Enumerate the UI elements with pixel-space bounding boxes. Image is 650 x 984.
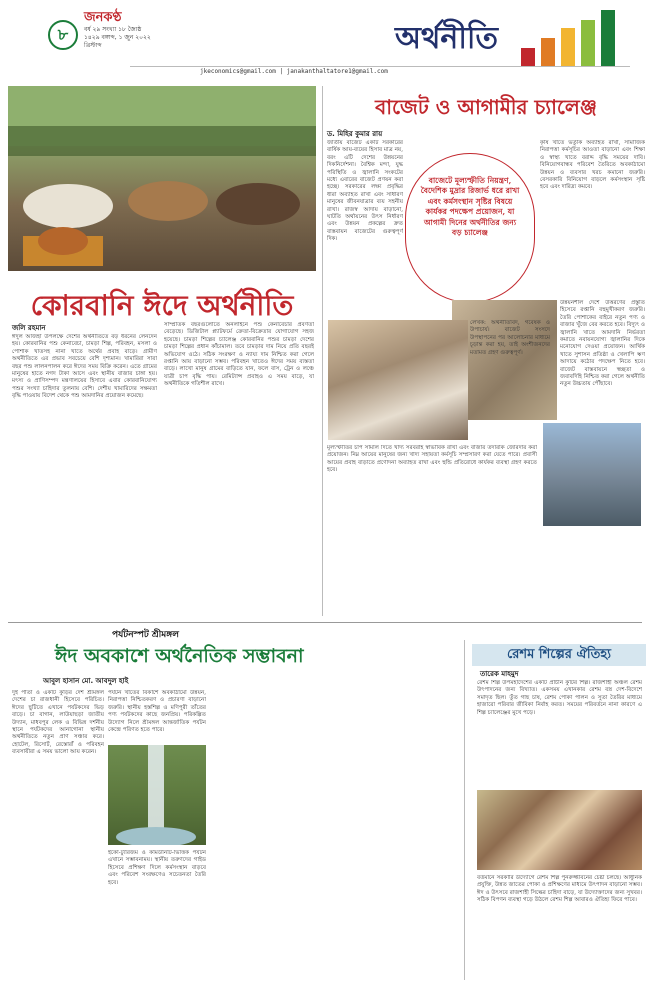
eid-column-2: সাম্প্রতিক বছরগুলোতে অনলাইনে পশু কেনাবেচার প্রবণতা বেড়েছে। ডিজিটাল প্ল্যাটফর্মে ক্রেতা-বিক্রেতার যোগাযোগ সহজ হয়েছে। চামড়া শিল্পের চ্যালেঞ্জ কোরবানির পশুর চামড়া দেশের চামড়া শিল্পের প্রধান কাঁচামাল। তবে চামড়ার দাম নিয়ে প্রতি বছরই অভিযোগ ওঠে। সঠিক সংরক্ষণ ও ন্যায্য দাম নিশ্চিত করা গেলে রপ্তানি আয় বাড়ানো সম্ভব। পরিবহন খাতেও ঈদের সময় ব্যস্ততা বাড়ে। লাখো মানুষ গ্রামের বাড়িতে যান, ফলে বাস, ট্রেন ও লঞ্চে যাত্রী চাপ বৃদ্ধি পায়। রেমিট্যান্স প্রবাহও এ সময় বাড়ে, যা অর্থনীতিকে গতিশীল রাখে। <box>164 322 314 388</box>
silk-author: তারেক মাহমুদ <box>480 670 519 678</box>
budget-pull-quote: বাজেটে মূল্যস্ফীতি নিয়ন্ত্রণ, বৈদেশিক মুদ্রার রিজার্ভ ধরে রাখা এবং কর্মসংস্থান সৃষ্টির বিষয়ে কার্যকর পদক্ষেপ প্রয়োজন, যা আগামী দিনের অর্থনীতির জন্য বড় চ্যালেঞ্জ <box>405 153 535 303</box>
column-rule <box>322 86 323 616</box>
budget-column-3: উন্নয়নশীল দেশে উত্তরণের প্রস্তুতি হিসেবে রপ্তানি বহুমুখীকরণ জরুরি। তৈরি পোশাকের বাইরে নতুন পণ্য ও বাজার খুঁজে বের করতে হবে। বিদ্যুৎ ও জ্বালানি খাতে আমদানি নির্ভরতা কমাতে নবায়নযোগ্য জ্বালানির দিকে মনোযোগ দেওয়া প্রয়োজন। আর্থিক খাতে সুশাসন প্রতিষ্ঠা ও খেলাপি ঋণ আদায়ে কঠোর পদক্ষেপ নিতে হবে। বাজেট বাস্তবায়নে স্বচ্ছতা ও জবাবদিহি নিশ্চিত করা গেলে অর্থনীতি নতুন উচ্চতায় পৌঁছাবে। <box>560 300 645 388</box>
tourism-column-2: পর্যটন খাতের বিকাশে অবকাঠামো উন্নয়ন, নিরাপত্তা নিশ্চিতকরণ ও প্রচারণা বাড়ানো জরুরি। স্থানীয় হস্তশিল্প ও মণিপুরী তাঁতের পণ্য পর্যটকদের কাছে জনপ্রিয়। পরিকল্পিত উদ্যোগ নিলে শ্রীমঙ্গল আন্তর্জাতিক পর্যটন কেন্দ্রে পরিণত হতে পারে। <box>108 690 206 734</box>
tourism-column-4 <box>212 690 312 975</box>
page-number: ৮ <box>48 20 78 50</box>
budget-photo-factory <box>543 423 641 526</box>
cattle-market-photo <box>8 86 316 271</box>
budget-column-1: জাতীয় বাজেট একটি সরকারের বার্ষিক আয়-ব্যয়ের হিসাব মাত্র নয়, বরং এটি দেশের উন্নয়নের দিকনির্দেশনা। বৈশ্বিক মন্দা, যুদ্ধ পরিস্থিতি ও জ্বালানি সংকটের মধ্যে এবারের বাজেট প্রণয়ন করা হচ্ছে। সরকারের লক্ষ্য প্রবৃদ্ধির ধারা অব্যাহত রাখা এবং সাধারণ মানুষের জীবনযাত্রার ব্যয় সহনীয় রাখা। রাজস্ব আদায় বাড়ানো, ঘাটতি অর্থায়নের উৎস নির্ধারণ এবং উন্নয়ন প্রকল্পের দ্রুত বাস্তবায়ন বাজেটের গুরুত্বপূর্ণ দিক। <box>327 140 403 243</box>
issue-info: বর্ষ ২৯ সংখ্যা ১৮ জ্যৈষ্ঠ ১৪২৯ বঙ্গাব্দ, ১ জুন ২০২২ খ্রিস্টাব্দ <box>84 26 151 49</box>
silk-shop-photo <box>477 790 642 870</box>
tourism-headline: ঈদ অবকাশে অর্থনৈতিক সম্ভাবনা <box>55 645 304 667</box>
emails: jkeconomics@gmail.com | janakanthaltatore1@gmail.com <box>200 68 388 75</box>
budget-photo-collage <box>328 320 468 440</box>
budget-column-5: লেখক: অর্থনীতিবিদ, গবেষক ও উপাচার্য। বাজেট সংসদে উপস্থাপনের পর আলোচনার মাধ্যমে চূড়ান্ত করা হয়, তাই অংশীজনদের মতামত গ্রহণ গুরুত্বপূর্ণ। <box>470 320 550 356</box>
rising-bars-logo-icon <box>515 10 625 66</box>
eid-byline: জলি রহমান <box>12 324 46 332</box>
section-title: অর্থনীতি <box>395 21 498 56</box>
silk-column-1: রেশম শিল্প উপমহাদেশের একটি প্রাচীন কুটির শিল্প। রাজশাহী অঞ্চল রেশম উৎপাদনের জন্য বিখ্যাত। একসময় এখানকার রেশম বস্ত্র দেশ-বিদেশে সমাদৃত ছিল। তুঁত গাছ চাষ, রেশম পোকা পালন ও সুতা তৈরির মাধ্যমে হাজারো পরিবার জীবিকা নির্বাহ করত। সময়ের পরিবর্তনে নানা কারণে এ শিল্প চ্যালেঞ্জের মুখে পড়ে। <box>477 680 642 716</box>
budget-headline: বাজেট ও আগামীর চ্যালেঞ্জ <box>375 95 597 119</box>
silk-headline: রেশম শিল্পের ঐতিহ্য <box>472 644 646 666</box>
tourism-kicker: পর্যটনস্পট শ্রীমঙ্গল <box>112 630 179 640</box>
budget-author: ড. মিহির কুমার রায় <box>327 130 383 138</box>
silk-column-2: বর্তমানে সরকারি উদ্যোগে রেশম শিল্প পুনরুজ্জীবনের চেষ্টা চলছে। আধুনিক প্রযুক্তি, উন্নত জাতের পোকা ও প্রশিক্ষণের মাধ্যমে উৎপাদন বাড়ানো সম্ভব। ঈদ ও উৎসবে রাজশাহী সিল্কের চাহিদা বাড়ে, যা উদ্যোক্তাদের জন্য সুখবর। সঠিক বিপণন ব্যবস্থা গড়ে উঠলে রেশম শিল্প আবারও ঐতিহ্য ফিরে পাবে। <box>477 875 642 904</box>
budget-column-3b <box>543 530 643 615</box>
waterfall-photo <box>108 745 206 845</box>
tourism-column-1: দুই পাতা ও একটি কুঁড়ির দেশ শ্রীমঙ্গল দেশের চা রাজধানী হিসেবে পরিচিত। ঈদের ছুটিতে এখানে পর্যটকদের ভিড় বাড়ে। চা বাগান, লাউয়াছড়া জাতীয় উদ্যান, মাধবপুর লেক ও বিভিন্ন দর্শনীয় স্থানে পর্যটকদের আনাগোনা স্থানীয় অর্থনীতিতে নতুন প্রাণ সঞ্চার করে। হোটেল, রিসোর্ট, রেস্তোরাঁ ও পরিবহন ব্যবসায়ীরা এ সময় ভালো আয় করেন। <box>12 690 104 756</box>
paper-name: জনকণ্ঠ <box>84 10 122 25</box>
column-rule-2 <box>464 640 465 980</box>
budget-column-4: মূল্যস্ফীতির চাপ সামাল দিতে খাদ্য সরবরাহ স্বাভাবিক রাখা এবং বাজার তদারকি জোরদার করা প্রয়োজন। নিম্ন আয়ের মানুষের জন্য খাদ্য সহায়তা কর্মসূচি সম্প্রসারণ করা যেতে পারে। প্রবাসী আয়ের প্রবাহ বাড়াতে প্রণোদনা অব্যাহত রাখা এবং হুন্ডি প্রতিরোধে কার্যকর ব্যবস্থা গ্রহণ করতে হবে। <box>327 445 537 474</box>
budget-column-2: কৃষি খাতে ভর্তুকি অব্যাহত রাখা, সামাজিক নিরাপত্তা কর্মসূচির আওতা বাড়ানো এবং শিক্ষা ও স্বাস্থ্য খাতে বরাদ্দ বৃদ্ধি সময়ের দাবি। বিনিয়োগবান্ধব পরিবেশ তৈরিতে অবকাঠামো উন্নয়ন ও ব্যবসার খরচ কমানো জরুরি। বেসরকারি বিনিয়োগ বাড়লে কর্মসংস্থান সৃষ্টি হবে এবং দারিদ্র্য কমবে। <box>540 140 645 191</box>
tourism-column-3: ইকো-ট্যুরিজম ও কমিউনিটি-ভিত্তিক পর্যটন এখানে সম্ভাবনাময়। স্থানীয় তরুণদের গাইড হিসেবে প্রশিক্ষণ দিলে কর্মসংস্থান বাড়বে এবং পরিবেশ সংরক্ষণেও সচেতনতা তৈরি হবে। <box>108 850 206 886</box>
section-divider <box>8 622 642 623</box>
email-bar <box>130 66 630 78</box>
tourism-authors: আবুল হাসান মো. আবদুল হাই <box>43 677 129 685</box>
eid-column-1: ঈদুল আজহা উপলক্ষে দেশের অর্থনীতিতে বড় ধরনের লেনদেন হয়। কোরবানির পশু কেনাবেচা, চামড়া শিল্প, পরিবহন, মসলা ও পোশাক খাতসহ নানা খাতে অর্থের প্রবাহ বাড়ে। গ্রামীণ অর্থনীতিতে এর প্রভাব সবচেয়ে বেশি দৃশ্যমান। খামারিরা সারা বছর পশু লালনপালন করে ঈদের সময় বিক্রি করেন। এতে গ্রামের মানুষের হাতে নগদ টাকা আসে এবং স্থানীয় বাজার চাঙ্গা হয়। মৎস্য ও প্রাণিসম্পদ মন্ত্রণালয়ের হিসাবে এবার কোরবানিযোগ্য পশুর সংখ্যা চাহিদার তুলনায় বেশি। দেশীয় খামারিদের সক্ষমতা বৃদ্ধি পাওয়ায় বিদেশ থেকে পশু আমদানির প্রয়োজন কমেছে। <box>12 334 157 400</box>
masthead <box>0 0 650 78</box>
eid-headline: কোরবানি ঈদে অর্থনীতি <box>30 289 294 322</box>
